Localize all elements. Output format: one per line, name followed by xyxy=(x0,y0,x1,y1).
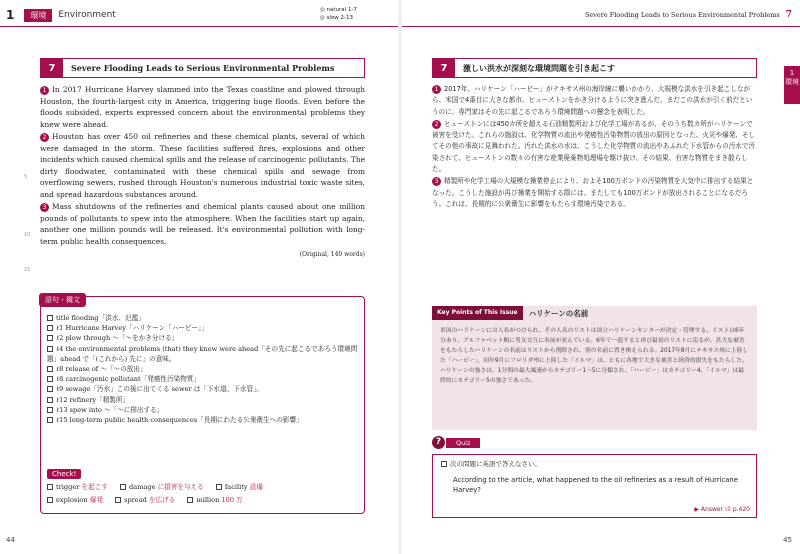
key-points-header xyxy=(432,306,757,320)
quiz-section xyxy=(432,438,757,518)
vocab-item xyxy=(47,333,359,343)
section-title: Severe Flooding Leads to Serious Environmental Problems xyxy=(71,63,335,73)
paragraph-number: 2 xyxy=(432,120,441,129)
key-points-tag: Key Points of This Issue xyxy=(432,306,523,320)
vocab-item xyxy=(47,364,359,374)
paragraph-text: 2017年、ハリケーン「ハービー」がテキサス州の海岸線に襲いかかり、大規模な洪水を引き起こしながら、米国で4番目に大きな都市、ヒューストンをかき分けるように突き進んだ。まだこの洪水が引く前だというのに、専門家はその先に起こるであろう環境問題への懸念を表明した。 xyxy=(432,85,753,116)
running-title: Severe Flooding Leads to Serious Environmental Problems xyxy=(584,11,780,19)
check-en: million xyxy=(196,496,220,504)
paragraph-number: 1 xyxy=(432,85,441,94)
audio-slow: ◎ slow 2-13 xyxy=(320,15,354,21)
vocabulary-list xyxy=(47,313,359,425)
check-jp: を広げる xyxy=(148,496,176,504)
left-page xyxy=(0,0,398,554)
vocab-text: ℓ4 the environmental problems (that) they knew were ahead「その先に起こるであろう環境問題」ahead で「(これから) 先に」の意味。 xyxy=(47,344,358,363)
paragraph xyxy=(40,201,365,247)
side-tab-label: 環境 xyxy=(785,78,799,86)
line-number: 5 xyxy=(24,174,28,180)
running-number: 7 xyxy=(785,10,792,20)
check-row xyxy=(47,495,359,506)
check-jp: を起こす xyxy=(81,483,108,491)
checkbox[interactable] xyxy=(47,386,53,392)
japanese-translation xyxy=(432,84,757,211)
vocab-text: ℓ8 carcinogenic pollutant「発癌性汚染物質」 xyxy=(56,375,200,384)
vocab-item xyxy=(47,384,359,394)
check-en: facility xyxy=(224,483,248,491)
checkbox[interactable] xyxy=(47,366,53,372)
checkbox[interactable] xyxy=(47,484,53,490)
checkbox[interactable] xyxy=(47,417,53,423)
page-number: 45 xyxy=(783,536,792,544)
vocab-item xyxy=(47,313,359,323)
answer-reference[interactable]: ▶ Answer は p.420 xyxy=(694,506,750,513)
question-mark-icon: ? xyxy=(432,436,445,449)
paragraph-number: 2 xyxy=(40,133,49,142)
chapter-english: Environment xyxy=(58,10,116,20)
chapter-tag: 環境 xyxy=(24,9,52,22)
vocab-item xyxy=(47,415,359,425)
vocab-item xyxy=(47,323,359,333)
vocab-text: ℓ12 refinery「精製所」 xyxy=(56,395,130,404)
check-en: explosion xyxy=(56,496,88,504)
vocab-item xyxy=(47,405,359,415)
check-section xyxy=(47,461,359,506)
english-passage xyxy=(24,84,365,273)
header-rule xyxy=(0,26,398,27)
check-item xyxy=(47,496,103,504)
vocab-text: ℓ2 plow through ～「～をかき分ける」 xyxy=(56,334,179,343)
vocab-item xyxy=(47,395,359,405)
vocab-text: ℓ8 release of ～「～の放出」 xyxy=(56,365,147,374)
header-rule xyxy=(402,26,800,27)
paragraph-text: Mass shutdowns of the refineries and chemical plants caused about one million pounds of pollutants to spew into the atmosphere. When the facilities start up again, another one million pounds will be released. It's environmental pollution with long-term public health consequences. xyxy=(40,202,365,246)
checkbox[interactable] xyxy=(115,497,121,503)
checkbox[interactable] xyxy=(47,335,53,341)
check-jp: 爆発 xyxy=(89,496,103,504)
audio-tracks xyxy=(320,6,357,22)
paragraph-text: 精製所や化学工場の大規模な操業停止により、およそ100万ポンドの汚染物質を大気中に排出する結果となった。こうした施設が再び操業を開始する際には、またしても100万ポンドが放出されることになるだろう。これは、長期的に公衆衛生に影響をもたらす環境汚染である。 xyxy=(432,177,754,208)
check-jp: 設備 xyxy=(249,483,263,491)
vocab-text: ℓ9 sewage「汚水」この後に出てくる sewer は「下水道、下水管」。 xyxy=(56,385,263,394)
paragraph xyxy=(432,119,757,175)
vocab-text: ℓ1 Hurricane Harvey「ハリケーン「ハービー」」 xyxy=(56,324,208,333)
page-number: 44 xyxy=(6,536,15,544)
checkbox[interactable] xyxy=(47,407,53,413)
quiz-header xyxy=(432,438,757,452)
quiz-label: Quiz xyxy=(446,438,480,448)
checkbox[interactable] xyxy=(47,497,53,503)
vocab-item xyxy=(47,374,359,384)
check-item xyxy=(115,496,175,504)
paragraph xyxy=(432,176,757,210)
key-points-box xyxy=(432,306,757,430)
line-number: 10 xyxy=(24,232,31,238)
quiz-instruction-text: 次の問題に英語で答えなさい。 xyxy=(450,460,541,468)
translation-title: 激しい洪水が深刻な環境問題を引き起こす xyxy=(463,63,615,73)
vocabulary-box xyxy=(40,296,365,514)
checkbox[interactable] xyxy=(47,325,53,331)
line-number: 15 xyxy=(24,267,31,273)
check-en: damage xyxy=(129,483,156,491)
check-item xyxy=(216,483,263,491)
check-row xyxy=(47,482,359,493)
vocab-text: ℓ13 spew into ～「～に排出する」 xyxy=(56,405,164,414)
check-item xyxy=(187,496,242,504)
paragraph xyxy=(40,131,365,200)
vocab-text: title flooding「洪水、氾濫」 xyxy=(56,314,145,322)
checkbox[interactable] xyxy=(47,376,53,382)
paragraph xyxy=(40,84,365,130)
check-en: spread xyxy=(124,496,147,504)
vocab-text: ℓ15 long-term public health consequences「長期にわたる公衆衛生への影響」 xyxy=(56,416,303,425)
checkbox[interactable] xyxy=(47,315,53,321)
quiz-instruction xyxy=(441,459,541,468)
paragraph-number: 3 xyxy=(40,203,49,212)
chapter-number: 1 xyxy=(6,8,15,22)
paragraph-text: In 2017 Hurricane Harvey slammed into the Texas coastline and plowed through Houston, the fourth-largest city in America, triggering huge floods. Even before the floods subsided, experts expressed concern about the environmental problems they knew were ahead. xyxy=(40,85,365,129)
check-jp: に損害を与える xyxy=(157,483,204,491)
check-jp: 100 万 xyxy=(221,496,243,504)
paragraph-number: 3 xyxy=(432,177,441,186)
checkbox[interactable] xyxy=(47,397,53,403)
checkbox[interactable] xyxy=(120,484,126,490)
side-tab-number: 1 xyxy=(789,69,795,77)
paragraph-text: ヒューストンには450カ所を超える石油精製所および化学工場があるが、そのうち数カ所がハリケーンで被害を受けた。これらの施設は、化学物質の流出や発癌性汚染物質の放出の原因となった、火災や爆発、そしてその他の事故に見舞われた。汚れた洪水の水は、こうした化学物質の流出やあふれた下水管からの汚水で汚染されて、ヒューストンの数々の有害な産業廃棄物処理場を駆け抜け、その結果、有害な物質をまき散らした。 xyxy=(432,119,756,174)
chapter-side-tab[interactable] xyxy=(784,66,800,104)
checkbox[interactable] xyxy=(441,461,447,467)
translation-title-bar xyxy=(432,58,757,78)
running-header xyxy=(585,6,792,24)
paragraph-number: 1 xyxy=(40,86,49,95)
check-en: trigger xyxy=(56,483,80,491)
check-heading: Check! xyxy=(47,469,81,479)
checkbox[interactable] xyxy=(216,484,222,490)
quiz-question: According to the article, what happened to the oil refineries as a result of Hurricane Harvey? xyxy=(453,476,738,494)
section-number: 7 xyxy=(433,59,455,77)
vocabulary-heading: 語句・構文 xyxy=(39,293,86,307)
quiz-box xyxy=(432,454,757,518)
section-title-bar xyxy=(40,58,365,78)
checkbox[interactable] xyxy=(47,346,53,352)
vocab-item xyxy=(47,344,359,364)
checkbox[interactable] xyxy=(187,497,193,503)
key-points-body: 米国のハリケーンには人名がつけられ、その人名のリストは国立ハリケーンセンターが決定・管理する。リストは6年分あり、アルファベット順に男女交互に名前が並んでいる。6年で一巡すると再び最初のリストに戻るが、甚大な被害をもたらしたハリケーンの名前はリストから削除され、別の名前に置き換えられる。2017年8月にテキサス州に上陸した「ハービー」、同年9月にフロリダ州に上陸した「イルマ」は、ともに各地で大きな被害と経済的損失をもたらした。ハリケーンの強さは、1分間の最大風速からカテゴリー1～5に分類され、「ハービー」はカテゴリー4、「イルマ」は最終的にカテゴリー5の強さであった。 xyxy=(440,328,749,384)
section-number: 7 xyxy=(41,59,63,77)
audio-natural: ◎ natural 1-7 xyxy=(320,7,357,13)
paragraph-text: Houston has over 450 oil refineries and these chemical plants, several of which were damaged in the storm. These facilities suffered fires, explosions and other incidents which caused chemical spills and the release of carcinogenic pollutants. The dirty floodwater, contaminated with these chemical spills and sewage from overflowing sewers, rushed through Houston's numerous industrial toxic waste sites, and spread hazardous substances around. xyxy=(40,132,365,199)
key-points-title: ハリケーンの名前 xyxy=(528,308,589,318)
right-page xyxy=(402,0,800,554)
check-item xyxy=(120,483,204,491)
word-count: (Original, 140 words) xyxy=(299,251,365,258)
paragraph xyxy=(432,84,757,118)
check-item xyxy=(47,483,108,491)
chapter-header xyxy=(6,6,116,24)
